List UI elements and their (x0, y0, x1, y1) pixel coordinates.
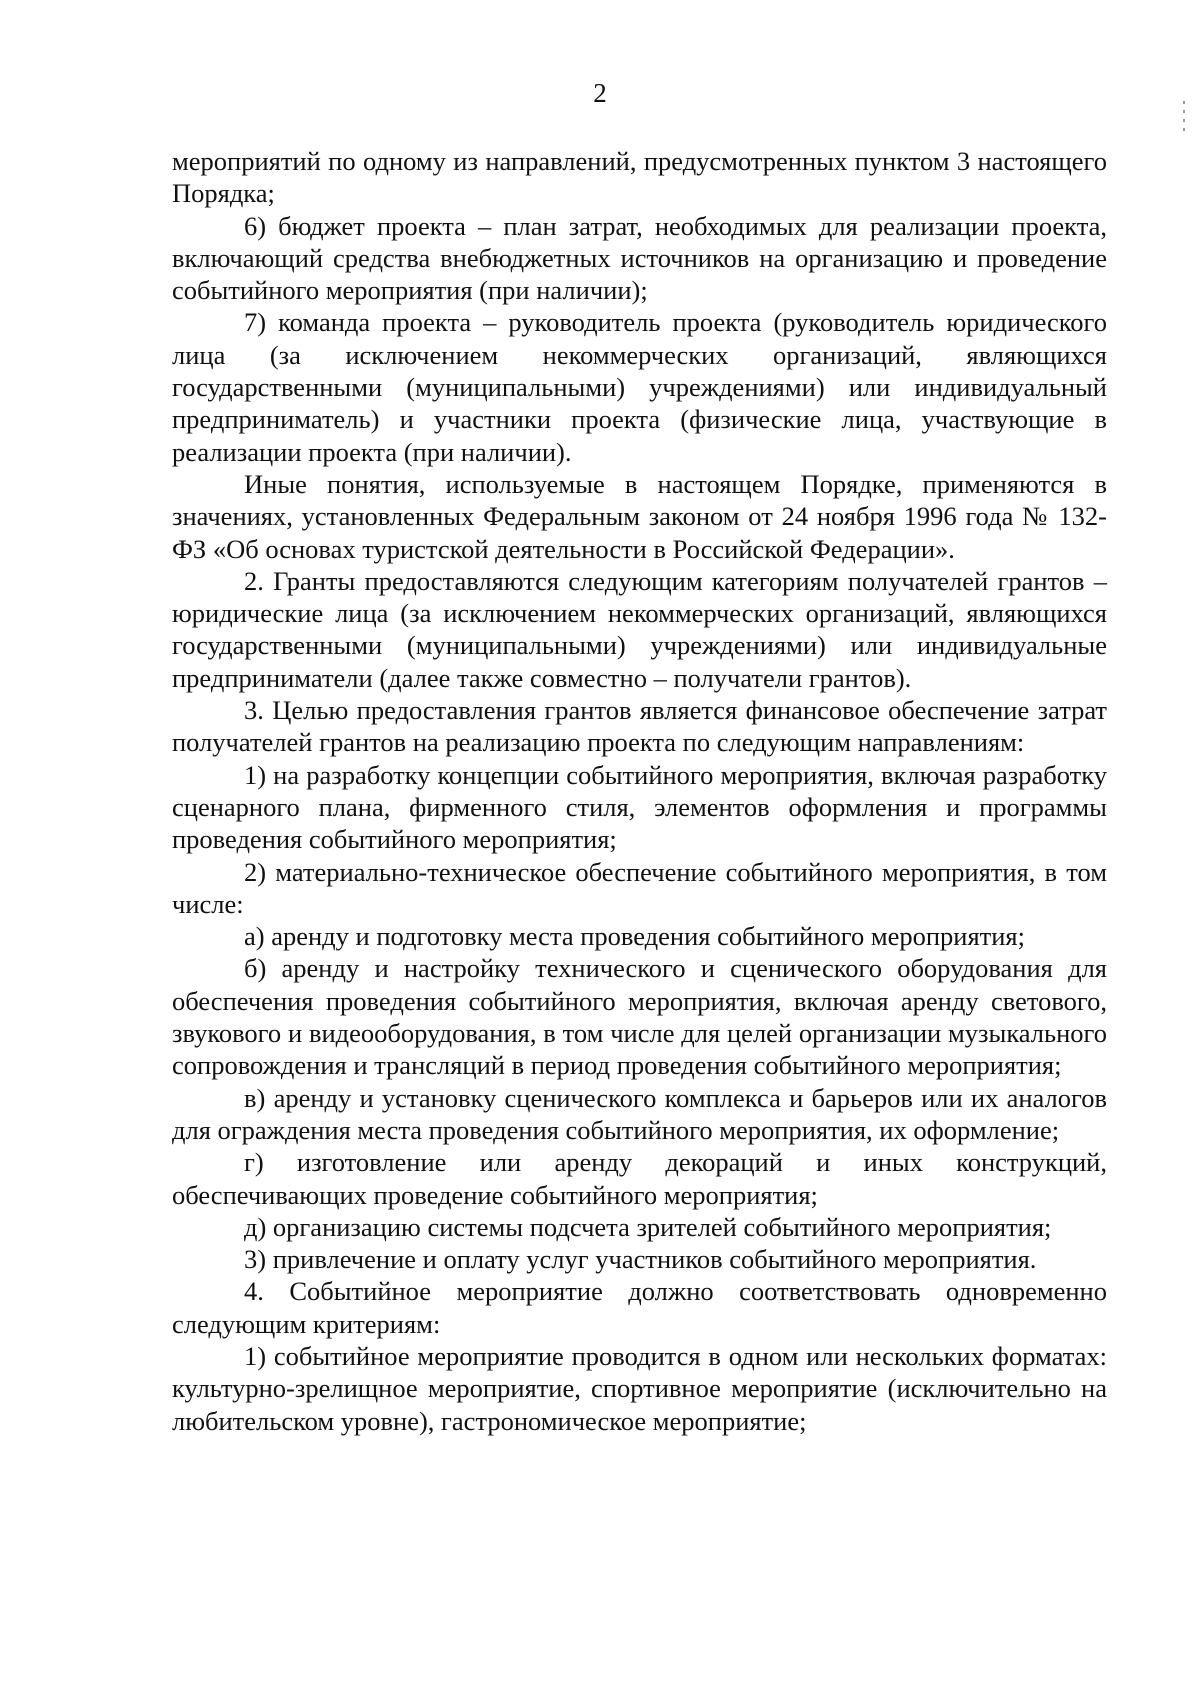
paragraph: 6) бюджет проекта – план затрат, необходимых для реализации проекта, включающий средства внебюджетных источников на организацию и проведение событийного мероприятия (при наличии); (172, 210, 1107, 306)
paragraph: д) организацию системы подсчета зрителей событийного мероприятия; (244, 1211, 1052, 1242)
paragraph: мероприятий по одному из направлений, предусмотренных пунктом 3 настоящего Порядка; (172, 146, 1107, 209)
page-number: 2 (593, 78, 607, 108)
paragraph: 3) привлечение и оплату услуг участников событийного мероприятия. (244, 1244, 1037, 1275)
paragraph: 1) событийное мероприятие проводится в одном или нескольких форматах: культурно-зрелищное мероприятие, спортивное мероприятие (исключительно на любительском уровне), гастрономическое мероприятие; (172, 1340, 1107, 1436)
paragraph: 1) на разработку концепции событийного мероприятия, включая разработку сценарного плана, фирменного стиля, элементов оформления и программы проведения событийного мероприятия; (172, 759, 1107, 855)
paragraph: 7) команда проекта – руководитель проекта (руководитель юридического лица (за исключением некоммерческих организаций, являющихся государственными (муниципальными) учреждениями) или индивидуальный предприниматель) и участники проекта (физические лица, участвующие в реализации проекта (при наличии). (172, 307, 1107, 467)
paragraph: 3. Целью предоставления грантов является финансовое обеспечение затрат получателей грантов на реализацию проекта по следующим направлениям: (172, 695, 1107, 758)
paragraph: г) изготовление или аренду декораций и иных конструкций, обеспечивающих проведение событийного мероприятия; (172, 1147, 1107, 1210)
scan-artifact-marks (1182, 95, 1186, 155)
paragraph: 4. Событийное мероприятие должно соответствовать одновременно следующим критериям: (172, 1276, 1107, 1339)
document-body (172, 145, 1107, 1437)
paragraph: б) аренду и настройку технического и сценического оборудования для обеспечения проведения событийного мероприятия, включая аренду светового, звукового и видеооборудования, в том числе для целей организации музыкального сопровождения и трансляций в период проведения событийного мероприятия; (172, 953, 1107, 1081)
paragraph: Иные понятия, используемые в настоящем Порядке, применяются в значениях, установленных Федеральным законом от 24 ноября 1996 года № 132-ФЗ «Об основах туристской деятельности в Российской Федерации». (172, 468, 1107, 564)
paragraph: в) аренду и установку сценического комплекса и барьеров или их аналогов для ограждения места проведения событийного мероприятия, их оформление; (172, 1082, 1107, 1145)
paragraph: 2) материально-техническое обеспечение событийного мероприятия, в том числе: (172, 856, 1107, 919)
paragraph: 2. Гранты предоставляются следующим категориям получателей грантов – юридические лица (за исключением некоммерческих организаций, являющихся государственными (муниципальными) учреждениями) или индивидуальные предприниматели (далее также совместно – получатели грантов). (172, 565, 1107, 693)
paragraph: а) аренду и подготовку места проведения событийного мероприятия; (244, 921, 1025, 952)
